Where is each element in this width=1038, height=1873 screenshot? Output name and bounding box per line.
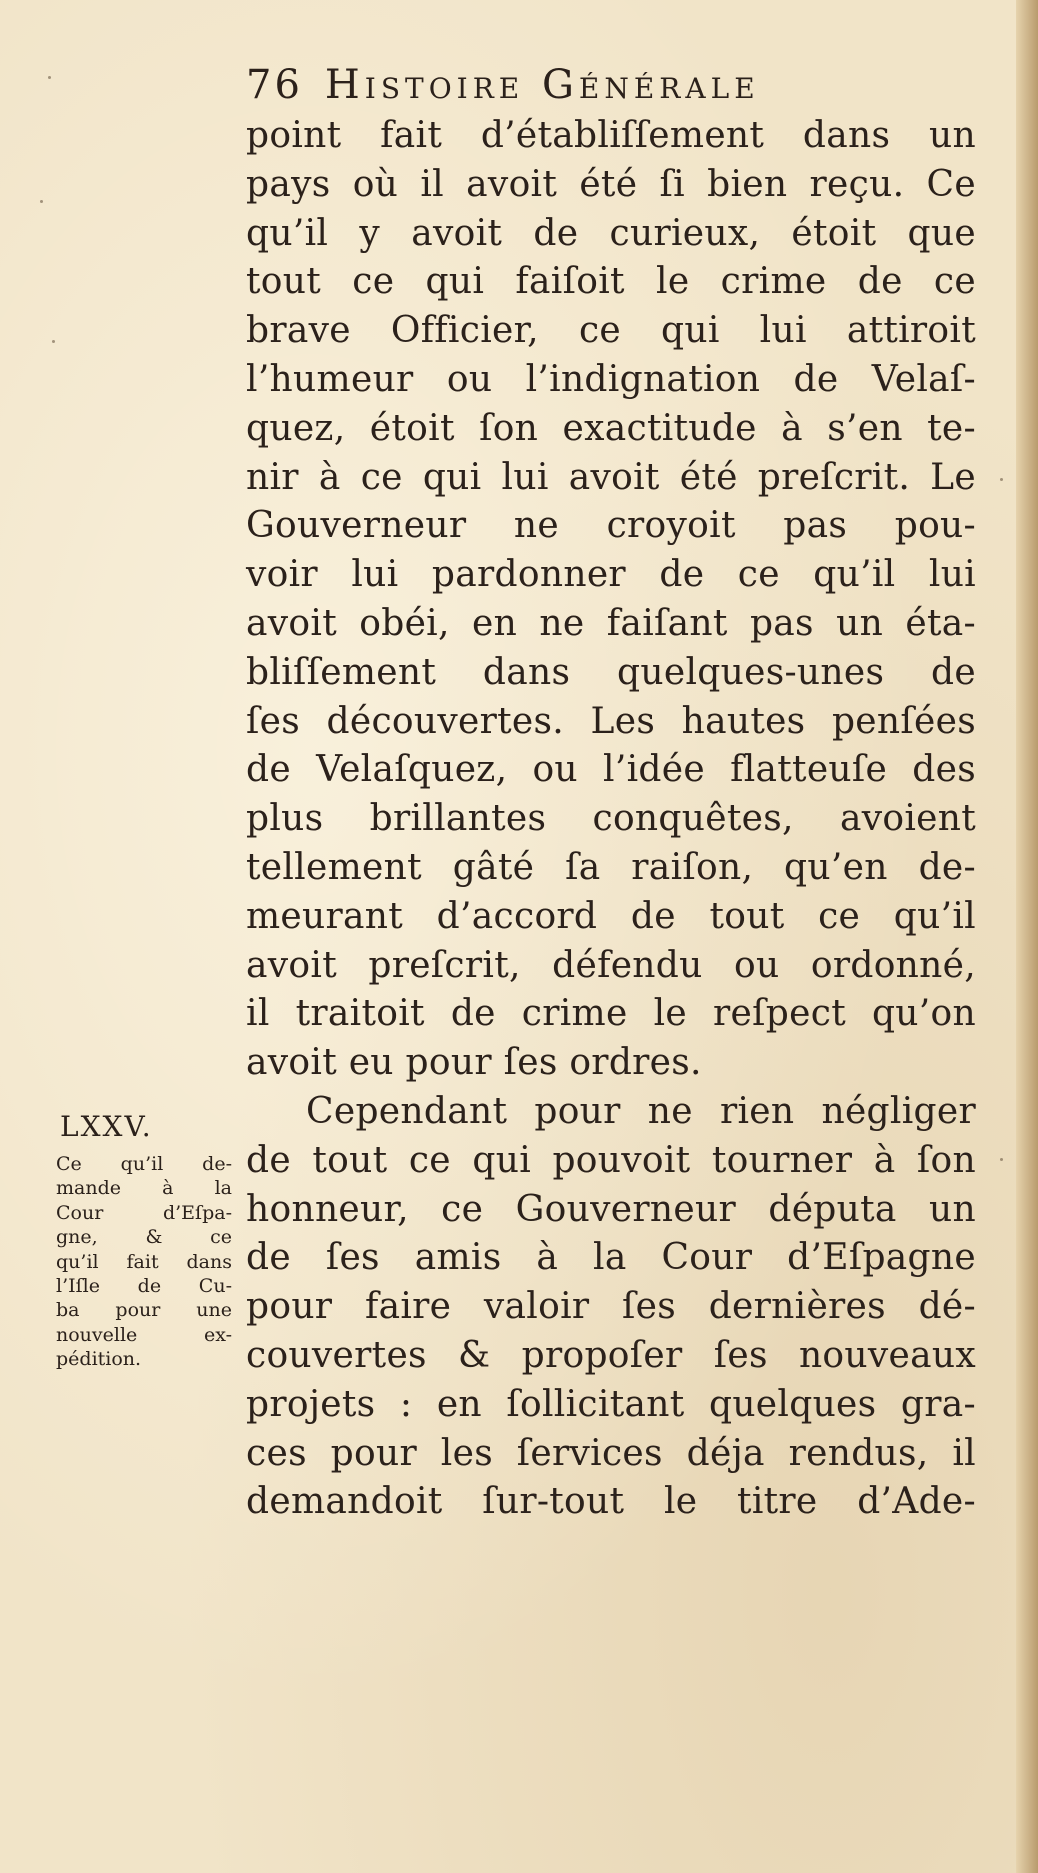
paper-speck — [52, 340, 55, 343]
page-edge — [1016, 0, 1038, 1873]
margin-note — [56, 1152, 232, 1372]
text-line: couvertes & propoſer ſes nouveaux — [246, 1334, 976, 1376]
page-number: 76 — [246, 62, 303, 108]
running-header — [246, 58, 1006, 112]
text-line: plus brillantes conquêtes, avoient — [246, 798, 976, 840]
margin-note-line: Cour d’Eſpa- — [56, 1201, 232, 1224]
text-line: ſes découvertes. Les hautes penſées — [246, 700, 976, 742]
paper-speck — [40, 200, 43, 203]
text-line: brave Officier, ce qui lui attiroit — [246, 310, 976, 352]
margin-note-line: mande à la — [56, 1177, 232, 1200]
text-line: pour faire valoir ſes dernières dé- — [246, 1286, 976, 1328]
margin-note-line: pédition. — [56, 1348, 142, 1371]
margin-note-line: nouvelle ex- — [56, 1323, 232, 1346]
text-line: avoit obéi, en ne faiſant pas un éta- — [246, 602, 976, 644]
margin-note-line: ba pour une — [56, 1299, 232, 1322]
margin-note-line: l’Iſle de Cu- — [56, 1274, 232, 1297]
text-line: il traitoit de crime le reſpect qu’on — [246, 993, 976, 1035]
text-line: meurant d’accord de tout ce qu’il — [246, 895, 976, 937]
paper-speck — [1000, 1158, 1003, 1161]
paper-speck — [48, 76, 51, 79]
text-line: l’humeur ou l’indignation de Velaſ- — [246, 358, 976, 400]
text-line: tout ce qui faiſoit le crime de ce — [246, 261, 976, 303]
text-line: tellement gâté ſa raiſon, qu’en de- — [246, 846, 976, 888]
text-line: demandoit ſur-tout le titre d’Ade- — [246, 1481, 976, 1523]
paper-speck — [1000, 478, 1003, 481]
text-line: projets : en ſollicitant quelques gra- — [246, 1383, 976, 1425]
text-line: point fait d’établiſſement dans un — [246, 115, 976, 156]
body-text — [246, 112, 976, 1527]
text-line: qu’il y avoit de curieux, étoit que — [246, 212, 976, 254]
text-line: nir à ce qui lui avoit été preſcrit. Le — [246, 456, 976, 498]
section-number: LXXV. — [60, 1110, 153, 1143]
margin-note-line: qu’il fait dans — [56, 1250, 232, 1273]
text-line: de Velaſquez, ou l’idée flatteuſe des — [246, 749, 976, 791]
text-line: honneur, ce Gouverneur députa un — [246, 1188, 976, 1230]
text-line: de tout ce qui pouvoit tourner à ſon — [246, 1139, 976, 1181]
text-line: ces pour les ſervices déja rendus, il — [246, 1432, 976, 1474]
text-line: de ſes amis à la Cour d’Eſpagne — [246, 1237, 976, 1279]
running-title: Histoire Générale — [324, 62, 760, 108]
text-line: Gouverneur ne croyoit pas pou- — [246, 505, 976, 547]
paragraph-start-line: Cependant pour ne rien négliger — [306, 1090, 976, 1132]
text-line: voir lui pardonner de ce qu’il lui — [246, 554, 976, 596]
text-line: bliſſement dans quelques-unes de — [246, 651, 976, 693]
paragraph-end-line: avoit eu pour ſes ordres. — [246, 1042, 702, 1084]
text-line: pays où il avoit été ſi bien reçu. Ce — [246, 163, 976, 205]
margin-note-line: Ce qu’il de- — [56, 1153, 232, 1175]
text-line: avoit preſcrit, défendu ou ordonné, — [246, 944, 976, 986]
margin-note-line: gne, & ce — [56, 1226, 232, 1249]
text-line: quez, étoit ſon exactitude à s’en te- — [246, 407, 976, 449]
